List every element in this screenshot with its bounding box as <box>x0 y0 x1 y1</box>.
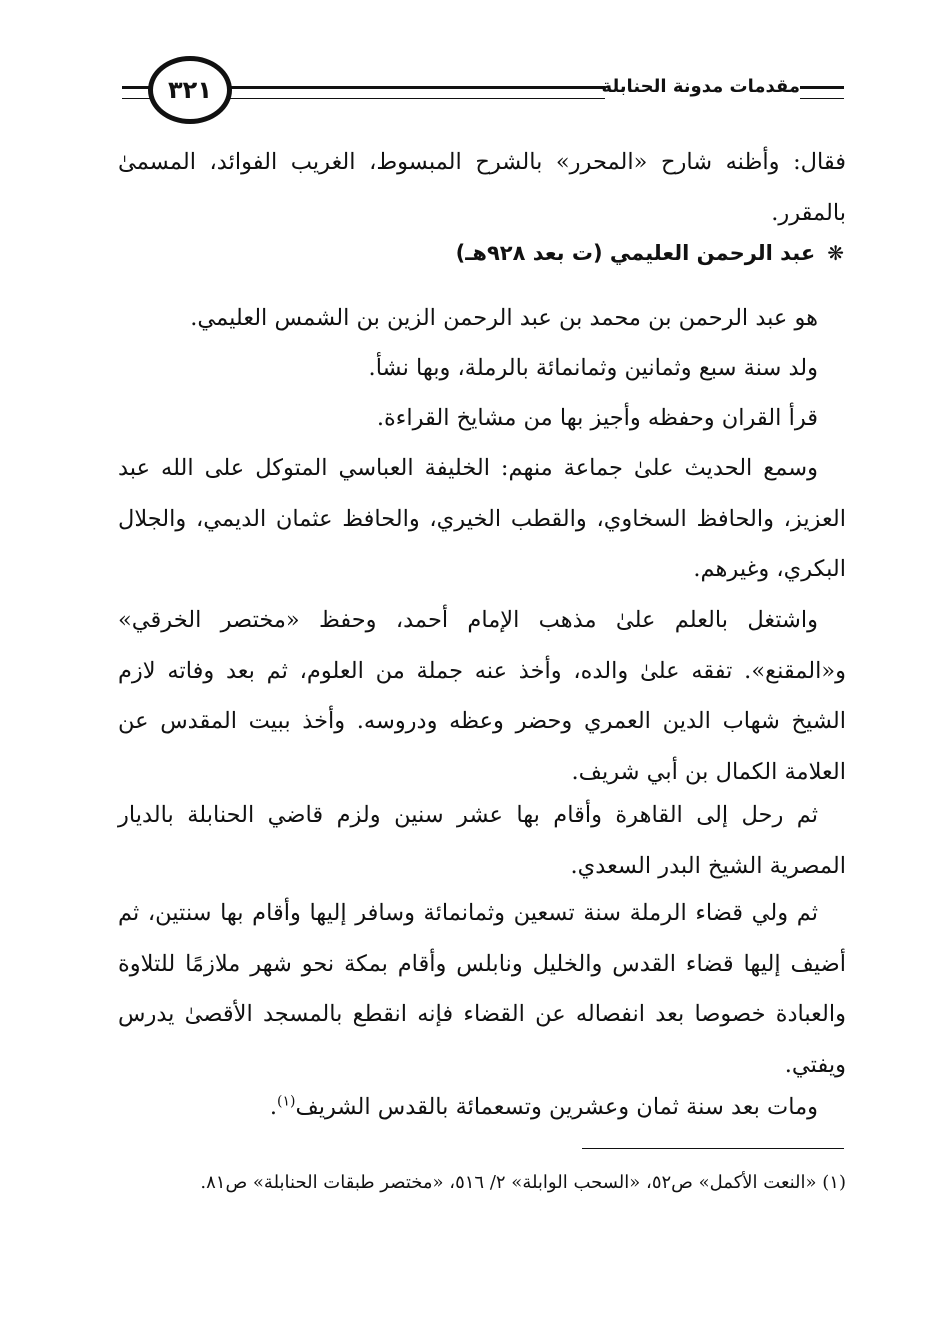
page-number: ٣٢١ <box>168 76 212 104</box>
footnote-reference: (١) <box>277 1093 296 1110</box>
footnote: (١) «النعت الأكمل» ص٥٢، «السحب الوابلة» ٢/ ٥١٦، «مختصر طبقات الحنابلة» ص٨١. <box>200 1172 846 1193</box>
running-title: مقدمات مدونة الحنابلة <box>601 76 800 97</box>
heading-text: عبد الرحمن العليمي (ت بعد ٩٢٨هـ) <box>455 241 816 265</box>
paragraph: فقال: وأظنه شارح «المحرر» بالشرح المبسوط، الغريب الفوائد، المسمىٰ بالمقرر. <box>118 149 846 226</box>
paragraph: ثم رحل إلى القاهرة وأقام بها عشر سنين ولزم قاضي الحنابلة بالديار المصرية الشيخ البدر السعدي. <box>118 802 846 879</box>
header-rule <box>800 86 844 89</box>
paragraph <box>118 1082 846 1133</box>
paragraph: هو عبد الرحمن بن محمد بن عبد الرحمن الزين بن الشمس العليمي. <box>190 305 818 331</box>
header-rule <box>230 98 605 99</box>
paragraph: قرأ القران وحفظه وأجيز بها من مشايخ القراءة. <box>376 405 818 431</box>
header-rule <box>800 98 844 99</box>
page-number-badge <box>148 56 232 124</box>
paragraph: وسمع الحديث علىٰ جماعة منهم: الخليفة العباسي المتوكل على الله عبد العزيز، والحافظ السخاوي، والقطب الخيري، والحافظ عثمان الديمي، والجلال البكري، وغيرهم. <box>118 455 846 582</box>
paragraph: ولد سنة سبع وثمانين وثمانمائة بالرملة، وبها نشأ. <box>368 355 818 381</box>
paragraph-end: . <box>269 1094 278 1120</box>
star-icon: ❋ <box>827 241 844 265</box>
section-heading <box>456 241 844 265</box>
paragraph: ثم ولي قضاء الرملة سنة تسعين وثمانمائة وسافر إليها وأقام بها سنتين، ثم أضيف إليها قضاء القدس والخليل ونابلس وأقام بمكة نحو شهر ملازمًا للتلاوة والعبادة خصوصا بعد انفصاله عن القضاء فإنه انقطع بالمسجد الأقصىٰ يدرس ويفتي. <box>118 900 846 1078</box>
paragraph-text: ومات بعد سنة ثمان وعشرين وتسعمائة بالقدس الشريف <box>295 1094 818 1120</box>
footnote-separator <box>582 1148 844 1149</box>
header-rule <box>230 86 605 89</box>
paragraph: واشتغل بالعلم علىٰ مذهب الإمام أحمد، وحفظ «مختصر الخرقي» و«المقنع». تفقه علىٰ والده، وأخذ عنه جملة من العلوم، ثم بعد وفاته لازم الشيخ شهاب الدين العمري وحضر وعظه ودروسه. وأخذ ببيت المقدس عن العلامة الكمال بن أبي شريف. <box>118 607 846 785</box>
